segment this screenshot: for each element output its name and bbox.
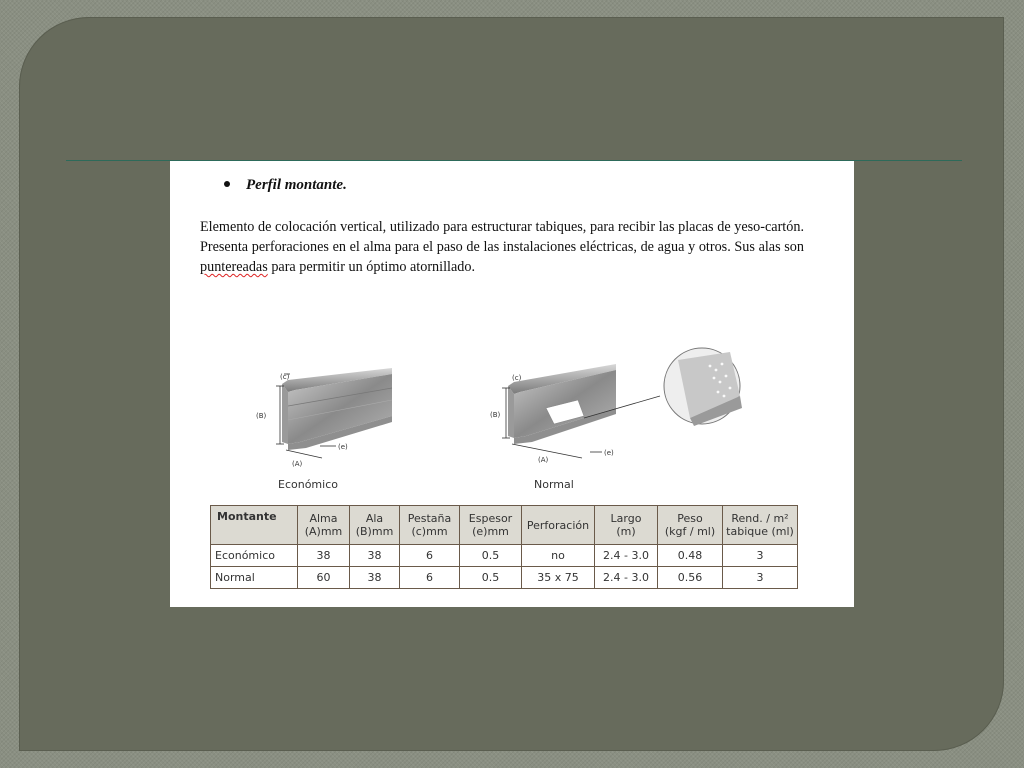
table-cell: 3 (723, 545, 798, 567)
bullet-icon (224, 181, 230, 187)
table-row (211, 545, 798, 567)
paragraph-text-1: Elemento de colocación vertical, utilizado para estructurar tabiques, para recibir las placas de yeso-cartón. Presenta perforaciones en el alma para el paso de las instalaciones eléctricas, de agua y otros. Sus alas son (200, 219, 804, 255)
description-paragraph (200, 217, 804, 277)
normal-label-e: (e) (604, 449, 614, 457)
heading-row (224, 177, 347, 194)
header-ala: Ala (B)mm (350, 506, 400, 545)
header-pestana: Pestaña (c)mm (400, 506, 460, 545)
table-cell: 0.48 (658, 545, 723, 567)
table-row (211, 567, 798, 589)
economico-profile-drawing (276, 368, 392, 458)
economico-label-b: (B) (256, 412, 267, 420)
section-heading: Perfil montante. (246, 177, 347, 193)
paragraph-misspelled-word: puntereadas (200, 259, 268, 275)
economico-label-c: (c) (280, 373, 290, 381)
table-cell: 38 (350, 545, 400, 567)
table-cell: Económico (211, 545, 298, 567)
table-cell: 2.4 - 3.0 (595, 545, 658, 567)
table-cell: 6 (400, 545, 460, 567)
header-alma: Alma (A)mm (298, 506, 350, 545)
normal-profile-drawing (502, 364, 660, 458)
table-cell: 60 (298, 567, 350, 589)
economico-label-e: (e) (338, 443, 348, 451)
profile-figures (170, 346, 854, 496)
table-cell: 0.5 (460, 567, 522, 589)
magnified-detail-circle (664, 348, 742, 426)
normal-caption: Normal (534, 478, 574, 491)
specifications-table (210, 505, 798, 589)
table-cell: 6 (400, 567, 460, 589)
table-cell: 38 (350, 567, 400, 589)
table-cell: 2.4 - 3.0 (595, 567, 658, 589)
table-header-row (211, 506, 798, 545)
table-cell: 38 (298, 545, 350, 567)
header-peso: Peso (kgf / ml) (658, 506, 723, 545)
economico-caption: Económico (278, 478, 338, 491)
document-image (170, 161, 854, 607)
table-cell: 3 (723, 567, 798, 589)
header-perforacion: Perforación (522, 506, 595, 545)
header-largo: Largo (m) (595, 506, 658, 545)
normal-label-c: (c) (512, 374, 522, 382)
table-cell: no (522, 545, 595, 567)
header-rendimiento: Rend. / m² tabique (ml) (723, 506, 798, 545)
table-cell: 0.56 (658, 567, 723, 589)
header-montante: Montante (211, 506, 298, 545)
table-cell: Normal (211, 567, 298, 589)
paragraph-text-2: para permitir un óptimo atornillado. (267, 259, 476, 275)
economico-label-a: (A) (292, 460, 303, 468)
header-espesor: Espesor (e)mm (460, 506, 522, 545)
table-cell: 35 x 75 (522, 567, 595, 589)
normal-label-a: (A) (538, 456, 549, 464)
table-cell: 0.5 (460, 545, 522, 567)
normal-label-b: (B) (490, 411, 501, 419)
